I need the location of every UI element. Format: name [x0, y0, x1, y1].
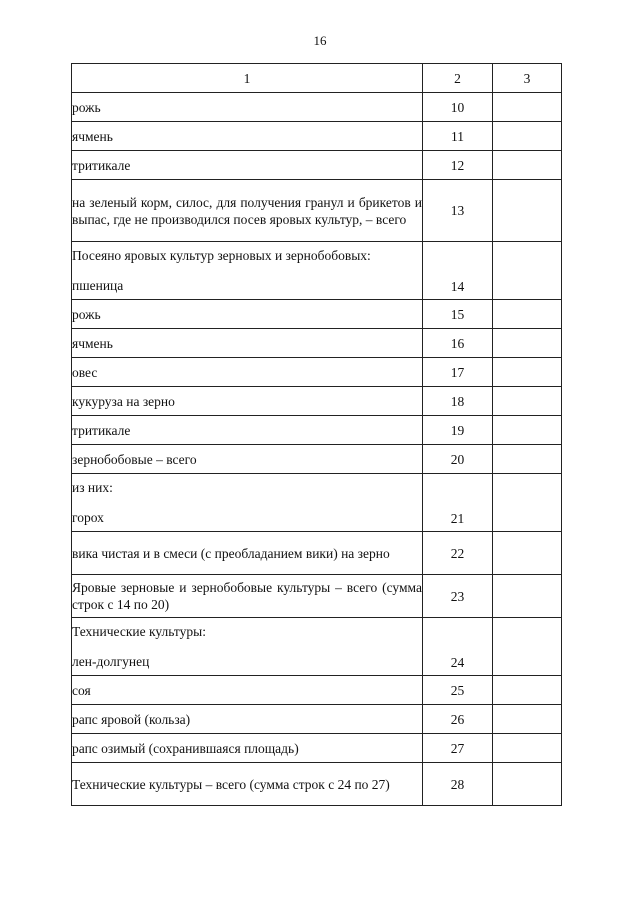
table-row	[72, 445, 562, 474]
row-code: 19	[423, 416, 493, 445]
row-label: кукуруза на зерно	[72, 387, 423, 416]
row-code: 12	[423, 151, 493, 180]
value-cell	[493, 93, 562, 122]
value-cell	[493, 618, 562, 676]
table-row	[72, 416, 562, 445]
row-label: рожь	[72, 300, 423, 329]
row-label: зернобобовые – всего	[72, 445, 423, 474]
value-cell	[493, 387, 562, 416]
row-code: 24	[423, 618, 493, 676]
table-row	[72, 734, 562, 763]
table-row	[72, 329, 562, 358]
row-code: 11	[423, 122, 493, 151]
value-cell	[493, 122, 562, 151]
row-label-text: лен-долгунец	[72, 654, 150, 669]
row-label: рожь	[72, 93, 423, 122]
row-label: рапс яровой (кольза)	[72, 705, 423, 734]
row-label: соя	[72, 676, 423, 705]
row-code: 26	[423, 705, 493, 734]
value-cell	[493, 705, 562, 734]
row-code: 20	[423, 445, 493, 474]
table-row	[72, 358, 562, 387]
value-cell	[493, 180, 562, 242]
row-label: вика чистая и в смеси (с преобладанием вики) на зерно	[72, 532, 423, 575]
header-row	[72, 64, 562, 93]
row-code: 15	[423, 300, 493, 329]
row-label: на зеленый корм, силос, для получения гранул и брикетов и выпас, где не производился посев яровых культур, – всего	[72, 180, 423, 242]
row-code: 22	[423, 532, 493, 575]
value-cell	[493, 445, 562, 474]
row-label: ячмень	[72, 329, 423, 358]
value-cell	[493, 474, 562, 532]
value-cell	[493, 416, 562, 445]
row-label: тритикале	[72, 416, 423, 445]
row-code: 28	[423, 763, 493, 806]
row-label: овес	[72, 358, 423, 387]
row-code: 23	[423, 575, 493, 618]
page-number: 16	[313, 33, 327, 48]
value-cell	[493, 532, 562, 575]
row-label: тритикале	[72, 151, 423, 180]
value-cell	[493, 575, 562, 618]
table-row	[72, 93, 562, 122]
row-code: 17	[423, 358, 493, 387]
row-code: 18	[423, 387, 493, 416]
row-code: 16	[423, 329, 493, 358]
table-row	[72, 763, 562, 806]
row-label: Яровые зерновые и зернобобовые культуры – всего (сумма строк с 14 по 20)	[72, 575, 423, 618]
row-code: 13	[423, 180, 493, 242]
row-label: рапс озимый (сохранившаяся площадь)	[72, 734, 423, 763]
row-label: Технические культуры – всего (сумма строк с 24 по 27)	[72, 763, 423, 806]
row-label: ячмень	[72, 122, 423, 151]
value-cell	[493, 329, 562, 358]
value-cell	[493, 358, 562, 387]
value-cell	[493, 676, 562, 705]
table-row	[72, 676, 562, 705]
table-row	[72, 122, 562, 151]
row-label-text: горох	[72, 510, 104, 525]
table-row	[72, 387, 562, 416]
table-row	[72, 532, 562, 575]
value-cell	[493, 300, 562, 329]
row-code: 21	[423, 474, 493, 532]
value-cell	[493, 734, 562, 763]
header-col-1: 1	[72, 64, 423, 93]
crop-table-body	[72, 64, 562, 806]
table-row	[72, 242, 562, 300]
header-col-2: 2	[423, 64, 493, 93]
row-code: 14	[423, 242, 493, 300]
table-row	[72, 474, 562, 532]
row-label	[72, 618, 423, 676]
table-row	[72, 705, 562, 734]
header-col-3: 3	[493, 64, 562, 93]
table-row	[72, 575, 562, 618]
value-cell	[493, 763, 562, 806]
row-code: 27	[423, 734, 493, 763]
row-code: 10	[423, 93, 493, 122]
table-row	[72, 151, 562, 180]
value-cell	[493, 151, 562, 180]
section-heading: Посеяно яровых культур зерновых и зернобобовых:	[72, 248, 371, 263]
value-cell	[493, 242, 562, 300]
row-code: 25	[423, 676, 493, 705]
table-row	[72, 300, 562, 329]
row-label	[72, 242, 423, 300]
table-row	[72, 618, 562, 676]
row-label	[72, 474, 423, 532]
table-row	[72, 180, 562, 242]
row-label-text: пшеница	[72, 278, 124, 293]
section-heading: из них:	[72, 480, 113, 495]
crop-table	[71, 63, 562, 806]
section-heading: Технические культуры:	[72, 624, 206, 639]
